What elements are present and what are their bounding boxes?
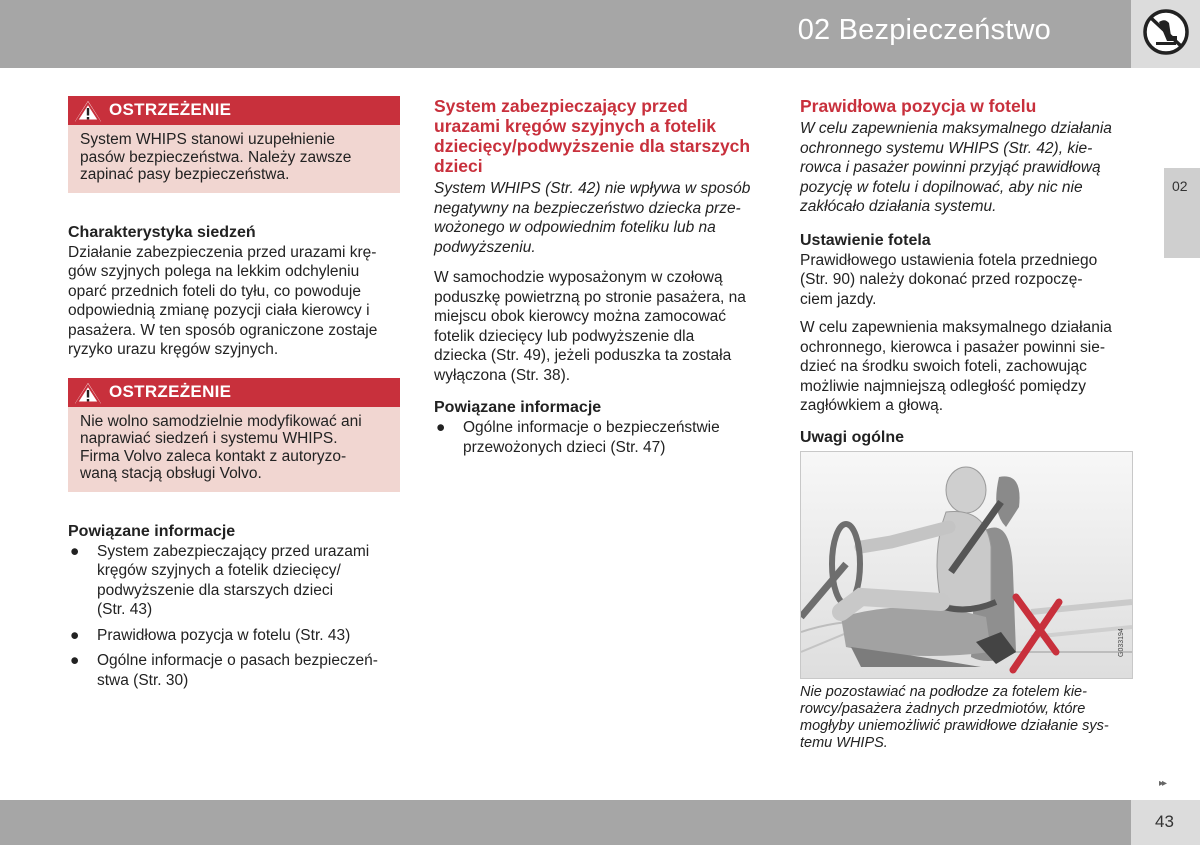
- column-3: [800, 96, 1133, 752]
- related-info-list-2: [434, 418, 766, 457]
- footer-bar: [0, 800, 1131, 845]
- warning-title-1: OSTRZEŻENIE: [109, 100, 232, 119]
- chapter-title: 02 Bezpieczeństwo: [797, 14, 1051, 46]
- warning-box-1: [68, 96, 400, 193]
- related-link-whips-child-seat[interactable]: ● System zabezpieczający przed urazami kręgów szyjnych a fotelik dziecięcy/ podwyższenie dla starszych dzieci (Str. 43): [70, 542, 370, 618]
- related-link-seat-belts[interactable]: ● Ogólne informacje o pasach bezpieczeń- stwa (Str. 30): [70, 652, 378, 689]
- warning-triangle-icon: [72, 98, 104, 124]
- intro-seat-position: W celu zapewnienia maksymalnego działania ochronnego systemu WHIPS (Str. 42), kie- rowca i pasażer powinni przyjąć prawidłową pozycję w fotelu i dopilnować, aby nic nie zakłócało działania systemu.: [800, 120, 1112, 215]
- section-heading-general-notes: Uwagi ogólne: [800, 428, 904, 446]
- warning-triangle-icon: [72, 380, 104, 406]
- header-bar: [0, 0, 1131, 68]
- bullet-icon: ●: [70, 626, 80, 644]
- section-heading-seat-characteristics: Charakterystyka siedzeń: [68, 223, 256, 241]
- crash-dummy-seat-illustration: [801, 452, 1132, 678]
- whips-illustration: [800, 451, 1133, 679]
- bullet-icon: ●: [70, 542, 80, 560]
- section-heading-related-info-2: Powiązane informacje: [434, 399, 602, 416]
- column-2: [434, 96, 766, 463]
- page-number-box: [1131, 800, 1200, 845]
- bullet-icon: ●: [436, 419, 446, 436]
- figure-caption: Nie pozostawiać na podłodze za fotelem kie- rowcy/pasażera żadnych przedmiotów, które mogłyby uniemożliwić prawidłowe działanie sys- temu WHIPS.: [800, 683, 1109, 751]
- column-1: [68, 96, 400, 696]
- paragraph-seat-characteristics: Działanie zabezpieczenia przed urazami krę- gów szyjnych polega na lekkim odchyleniu oparć przednich foteli do tyłu, co powoduje odpowiednią zmianę pozycji ciała kierowcy i pasażera. W ten sposób ograniczone zostaje ryzyko urazu kręgów szyjnych.: [68, 243, 378, 358]
- next-page-arrow-icon[interactable]: ▸▸: [1159, 778, 1166, 789]
- warning-header-2: [68, 378, 400, 407]
- chapter-icon-box: [1131, 0, 1200, 68]
- no-child-seat-icon: [1142, 8, 1190, 56]
- paragraph-seat-centering: W celu zapewnienia maksymalnego działania ochronnego, kierowca i pasażer powinni sie- dzieć na środku swoich foteli, zachowując możliwie najmniejszą odległość pomiędzy zagłówkiem a głową.: [800, 319, 1112, 414]
- related-info-list: [68, 542, 400, 691]
- paragraph-seat-adjustment: Prawidłowego ustawienia fotela przedniego (Str. 90) należy dokonać przed rozpoczę- ciem jazdy.: [800, 251, 1098, 308]
- section-title-seat-position: Prawidłowa pozycja w fotelu: [800, 96, 1037, 116]
- paragraph-airbag-child-seat: W samochodzie wyposażonym w czołową poduszkę powietrzną po stronie pasażera, na miejscu obok kierowcy można zamocować fotelik dziecięcy lub podwyższenie dla dziecka (Str. 49), jeżeli poduszka ta została wyłączona (Str. 38).: [434, 269, 746, 384]
- related-link-seat-position[interactable]: ● Prawidłowa pozycja w fotelu (Str. 43): [70, 626, 351, 644]
- related-link-child-safety[interactable]: ● Ogólne informacje o bezpieczeństwie przewożonych dzieci (Str. 47): [436, 419, 720, 456]
- section-heading-seat-adjustment: Ustawienie fotela: [800, 231, 931, 249]
- warning-box-2: [68, 378, 400, 492]
- page-number: 43: [1155, 812, 1174, 831]
- chapter-tab[interactable]: [1164, 168, 1200, 258]
- warning-title-2: OSTRZEŻENIE: [109, 381, 232, 401]
- intro-whips-child-seat: System WHIPS (Str. 42) nie wpływa w sposób negatywny na bezpieczeństwo dziecka prze- wożonego w odpowiednim foteliku lub na podwyższeniu.: [434, 180, 751, 256]
- figure-code: G033194: [1118, 627, 1125, 657]
- chapter-tab-label: 02: [1172, 178, 1188, 194]
- warning-text-1: System WHIPS stanowi uzupełnienie pasów bezpieczeństwa. Należy zawsze zapinać pasy bezpieczeństwa.: [80, 131, 352, 183]
- section-heading-related-info: Powiązane informacje: [68, 522, 236, 540]
- warning-text-2: Nie wolno samodzielnie modyfikować ani naprawiać siedzeń i systemu WHIPS. Firma Volvo zaleca kontakt z autoryzo- waną stacją obsługi Volvo.: [80, 412, 362, 482]
- bullet-icon: ●: [70, 652, 80, 669]
- section-title-whips-child-seat: System zabezpieczający przed urazami kręgów szyjnych a fotelik dziecięcy/podwyższenie dla starszych dzieci: [434, 96, 751, 176]
- warning-header-1: [68, 96, 400, 125]
